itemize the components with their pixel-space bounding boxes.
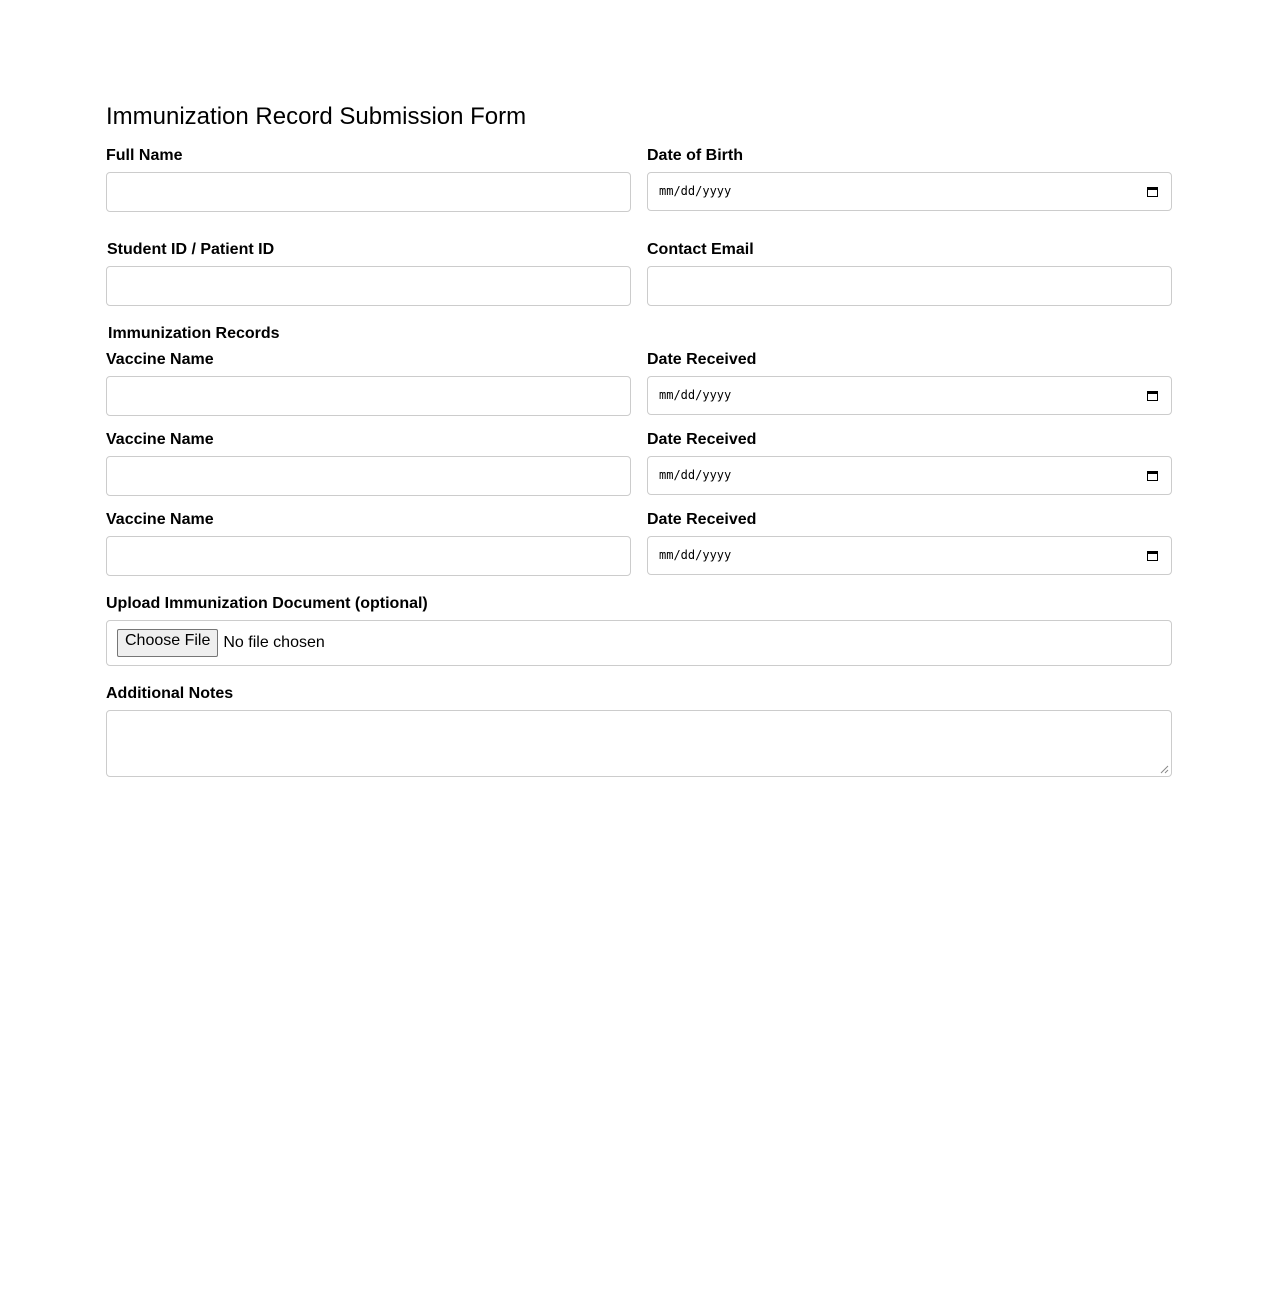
calendar-icon[interactable] [1147,186,1158,197]
date-received-placeholder: mm/dd/yyyy [659,548,732,562]
vaccine-label: Vaccine Name [106,511,214,528]
full-name-input[interactable] [106,172,631,212]
vaccine-input[interactable] [106,456,631,496]
vaccine-input[interactable] [106,536,631,576]
notes-textarea[interactable] [106,710,1172,777]
notes-label: Additional Notes [106,685,234,702]
vaccine-group [106,430,631,496]
email-label: Contact Email [647,241,754,258]
email-group [647,240,1172,306]
vaccine-group [106,350,631,416]
resize-grip-icon[interactable] [1160,765,1169,774]
choose-file-button[interactable]: Choose File [117,629,218,657]
date-received-input[interactable] [647,456,1172,495]
date-received-group [647,430,1172,496]
full-name-group [106,146,631,212]
dob-placeholder: mm/dd/yyyy [659,184,732,198]
calendar-icon[interactable] [1147,390,1158,401]
id-group [106,240,631,306]
date-received-label: Date Received [647,431,757,448]
record-row [106,510,1172,576]
file-upload-field[interactable] [106,620,1172,666]
date-received-label: Date Received [647,511,757,528]
date-received-group [647,510,1172,576]
vaccine-label: Vaccine Name [106,431,214,448]
vaccine-group [106,510,631,576]
record-row [106,350,1172,416]
date-received-placeholder: mm/dd/yyyy [659,388,732,402]
id-label: Student ID / Patient ID [107,241,275,258]
page-title: Immunization Record Submission Form [106,103,527,130]
calendar-icon[interactable] [1147,550,1158,561]
dob-label: Date of Birth [647,147,743,164]
date-received-input[interactable] [647,536,1172,575]
records-heading: Immunization Records [108,325,280,342]
date-received-input[interactable] [647,376,1172,415]
dob-input[interactable] [647,172,1172,211]
row-id-email [106,240,1172,306]
calendar-icon[interactable] [1147,470,1158,481]
file-status-text: No file chosen [223,634,325,651]
record-row [106,430,1172,496]
date-received-group [647,350,1172,416]
date-received-placeholder: mm/dd/yyyy [659,468,732,482]
full-name-label: Full Name [106,147,183,164]
date-received-label: Date Received [647,351,757,368]
id-input[interactable] [106,266,631,306]
vaccine-input[interactable] [106,376,631,416]
immunization-form [106,100,1172,777]
dob-group [647,146,1172,212]
vaccine-label: Vaccine Name [106,351,214,368]
upload-label: Upload Immunization Document (optional) [106,595,428,612]
row-name-dob [106,146,1172,212]
email-input[interactable] [647,266,1172,306]
